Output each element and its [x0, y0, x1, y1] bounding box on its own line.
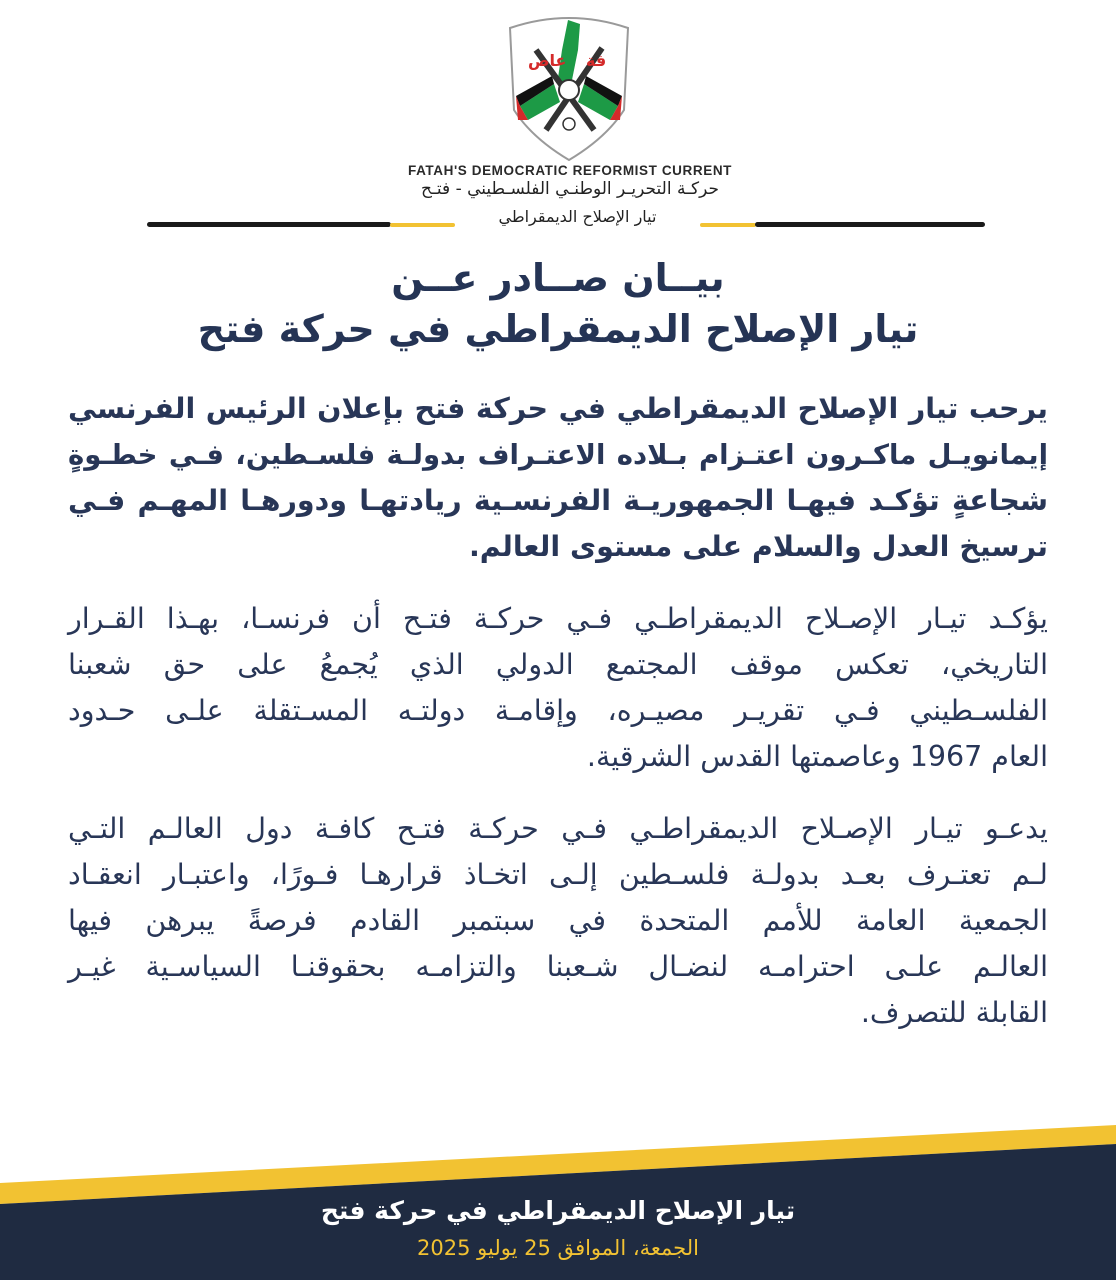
paragraph-line: العام 1967 وعاصمتها القدس الشرقية. [586, 740, 1048, 773]
fatah-emblem-logo [506, 10, 632, 162]
header-divider-right-black [755, 222, 985, 227]
paragraph-line: الجمعية العامة للأمم المتحدة في سبتمبر القادم فرصةً يبرهن فيها [68, 904, 1048, 937]
org-name-arabic: حركـة التحريـر الوطنـي الفلسـطيني - فتـح [420, 179, 720, 199]
paragraph-line: إيمانويـل ماكـرون اعتـزام بـلاده الاعتـراف بدولـة فلسـطين، فـي خطـوةٍ [68, 439, 1048, 471]
org-subtitle: تيار الإصلاح الديمقراطي [498, 207, 657, 226]
emblem-globe [563, 118, 575, 130]
header-divider-left-black [147, 222, 391, 227]
paragraph-line: ترسيخ العدل والسلام على مستوى العالم. [468, 530, 1048, 563]
statement-title-line1: بيــان صــادر عــن [391, 256, 725, 300]
paragraph-line: يؤكـد تيـار الإصـلاح الديمقراطـي فـي حركـة فتـح أن فرنسـا، بهـذا القـرار [68, 602, 1048, 635]
paragraph-line: لـم تعتـرف بعـد بدولـة فلسـطين إلـى اتخـاذ قرارهـا فـورًا، واعتبـار انعقـاد [68, 858, 1048, 891]
header-divider-left-yellow [390, 223, 455, 227]
paragraph-3 [68, 806, 1048, 1036]
paragraph-line: القابلة للتصرف. [860, 996, 1048, 1029]
header-divider-right-yellow [700, 223, 756, 227]
emblem-hands [559, 80, 579, 100]
statement-title-line2: تيار الإصلاح الديمقراطي في حركة فتح [197, 307, 919, 351]
paragraph-1 [68, 386, 1048, 570]
footer-date: الجمعة، الموافق 25 يوليو 2025 [417, 1236, 699, 1260]
emblem-text-right: فة [586, 51, 607, 70]
footer-title: تيار الإصلاح الديمقراطي في حركة فتح [320, 1196, 796, 1225]
org-name-english: FATAH'S DEMOCRATIC REFORMIST CURRENT [407, 163, 733, 178]
paragraph-line: العالـم علـى احترامـه لنضـال شـعبنا والتزامـه بحقوقنـا السياسـية غيـر [68, 950, 1048, 983]
paragraph-line: يدعـو تيـار الإصـلاح الديمقراطـي فـي حركـة فتـح كافـة دول العالـم التـي [68, 812, 1048, 845]
paragraph-line: التاريخي، تعكس موقف المجتمع الدولي الذي يُجمعُ على حق شعبنا [68, 648, 1048, 681]
emblem-text-left: عاص [528, 51, 567, 70]
paragraph-line: الفلسـطيني فـي تقريـر مصيـره، وإقامـة دولتـه المسـتقلة علـى حـدود [68, 694, 1048, 727]
paragraph-line: شجاعةٍ تؤكـد فيهـا الجمهوريـة الفرنسـية ريادتهـا ودورهـا المهـم فـي [68, 484, 1048, 517]
paragraph-line: يرحب تيار الإصلاح الديمقراطي في حركة فتح بإعلان الرئيس الفرنسي [68, 392, 1048, 425]
paragraph-2 [68, 596, 1048, 780]
